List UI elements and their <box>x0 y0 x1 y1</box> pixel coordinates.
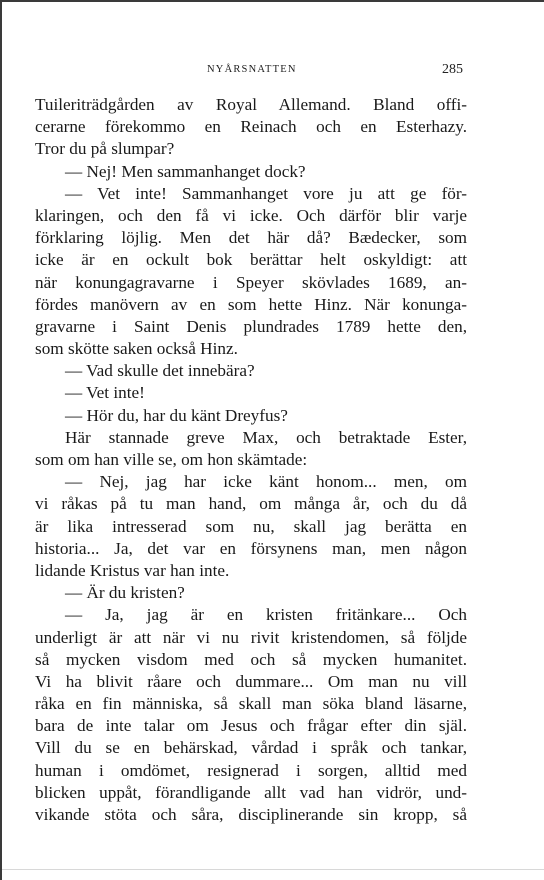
text-line: human i omdömet, resignerad i sorgen, alltid med <box>35 760 467 780</box>
text-line: Vill du se en behärskad, vårdad i språk och tankar, <box>35 738 467 758</box>
text-line: som skötte saken också Hinz. <box>35 339 238 359</box>
text-line: — Nej, jag har icke känt honom... men, om <box>65 472 467 492</box>
text-line: — Ja, jag är en kristen fritänkare... Och <box>65 605 467 625</box>
text-line: lidande Kristus var han inte. <box>35 560 230 580</box>
text-line: som om han ville se, om hon skämtade: <box>35 450 308 469</box>
text-line: — Vad skulle det innebära? <box>65 361 255 381</box>
body-text <box>35 94 467 826</box>
text-line: Här stannade greve Max, och betraktade Ester, <box>65 427 467 447</box>
text-line: när konungagravarne i Speyer skövlades 1689, an- <box>35 272 467 292</box>
text-line: — Är du kristen? <box>65 583 185 603</box>
text-line: bara de inte talar om Jesus och frågar efter din själ. <box>35 716 467 736</box>
text-line: gravarne i Saint Denis plundrades 1789 hette den, <box>35 316 467 336</box>
text-line: Vi ha blivit råare och dummare... Om man nu vill <box>35 671 467 691</box>
text-line: Tuileriträdgården av Royal Allemand. Bland offi- <box>35 95 467 114</box>
text-line: icke är en ockult bok berättar helt oskyldigt: att <box>35 250 467 270</box>
text-line: — Vet inte! Sammanhanget vore ju att ge för- <box>65 183 467 203</box>
text-line: — Hör du, har du känt Dreyfus? <box>65 405 288 425</box>
text-line: underligt är att när vi nu rivit kristendomen, så följde <box>35 627 467 647</box>
text-line: cerarne förekommo en Reinach och en Esterhazy. <box>35 117 467 137</box>
bottom-edge-rule <box>2 869 544 870</box>
text-line: är lika intresserad som nu, skall jag berätta en <box>35 516 467 536</box>
text-line: Tror du på slumpar? <box>35 139 175 159</box>
running-head: NYÅRSNATTEN <box>207 64 297 75</box>
text-line: historia... Ja, det var en försynens man, men någon <box>35 538 467 558</box>
text-line: fördes manövern av en som hette Hinz. När konunga- <box>35 294 467 314</box>
text-line: råka en fin människa, så skall man söka bland läsarne, <box>35 694 467 714</box>
text-line: — Vet inte! <box>65 383 145 403</box>
text-line: vi råkas på tu man hand, om många år, och du då <box>35 494 467 514</box>
page-number: 285 <box>442 62 463 77</box>
text-line: — Nej! Men sammanhanget dock? <box>65 161 306 181</box>
text-line: så mycken visdom med och så mycken humanitet. <box>35 649 467 669</box>
text-line: blicken uppåt, förandligande allt vad han vidrör, und- <box>35 782 467 802</box>
text-line: förklaring löjlig. Men det här då? Bædecker, som <box>35 228 467 248</box>
text-line: klaringen, och den få vi icke. Och därför blir varje <box>35 205 467 225</box>
text-line: vikande stöta och såra, disciplinerande sin kropp, så <box>35 805 467 824</box>
